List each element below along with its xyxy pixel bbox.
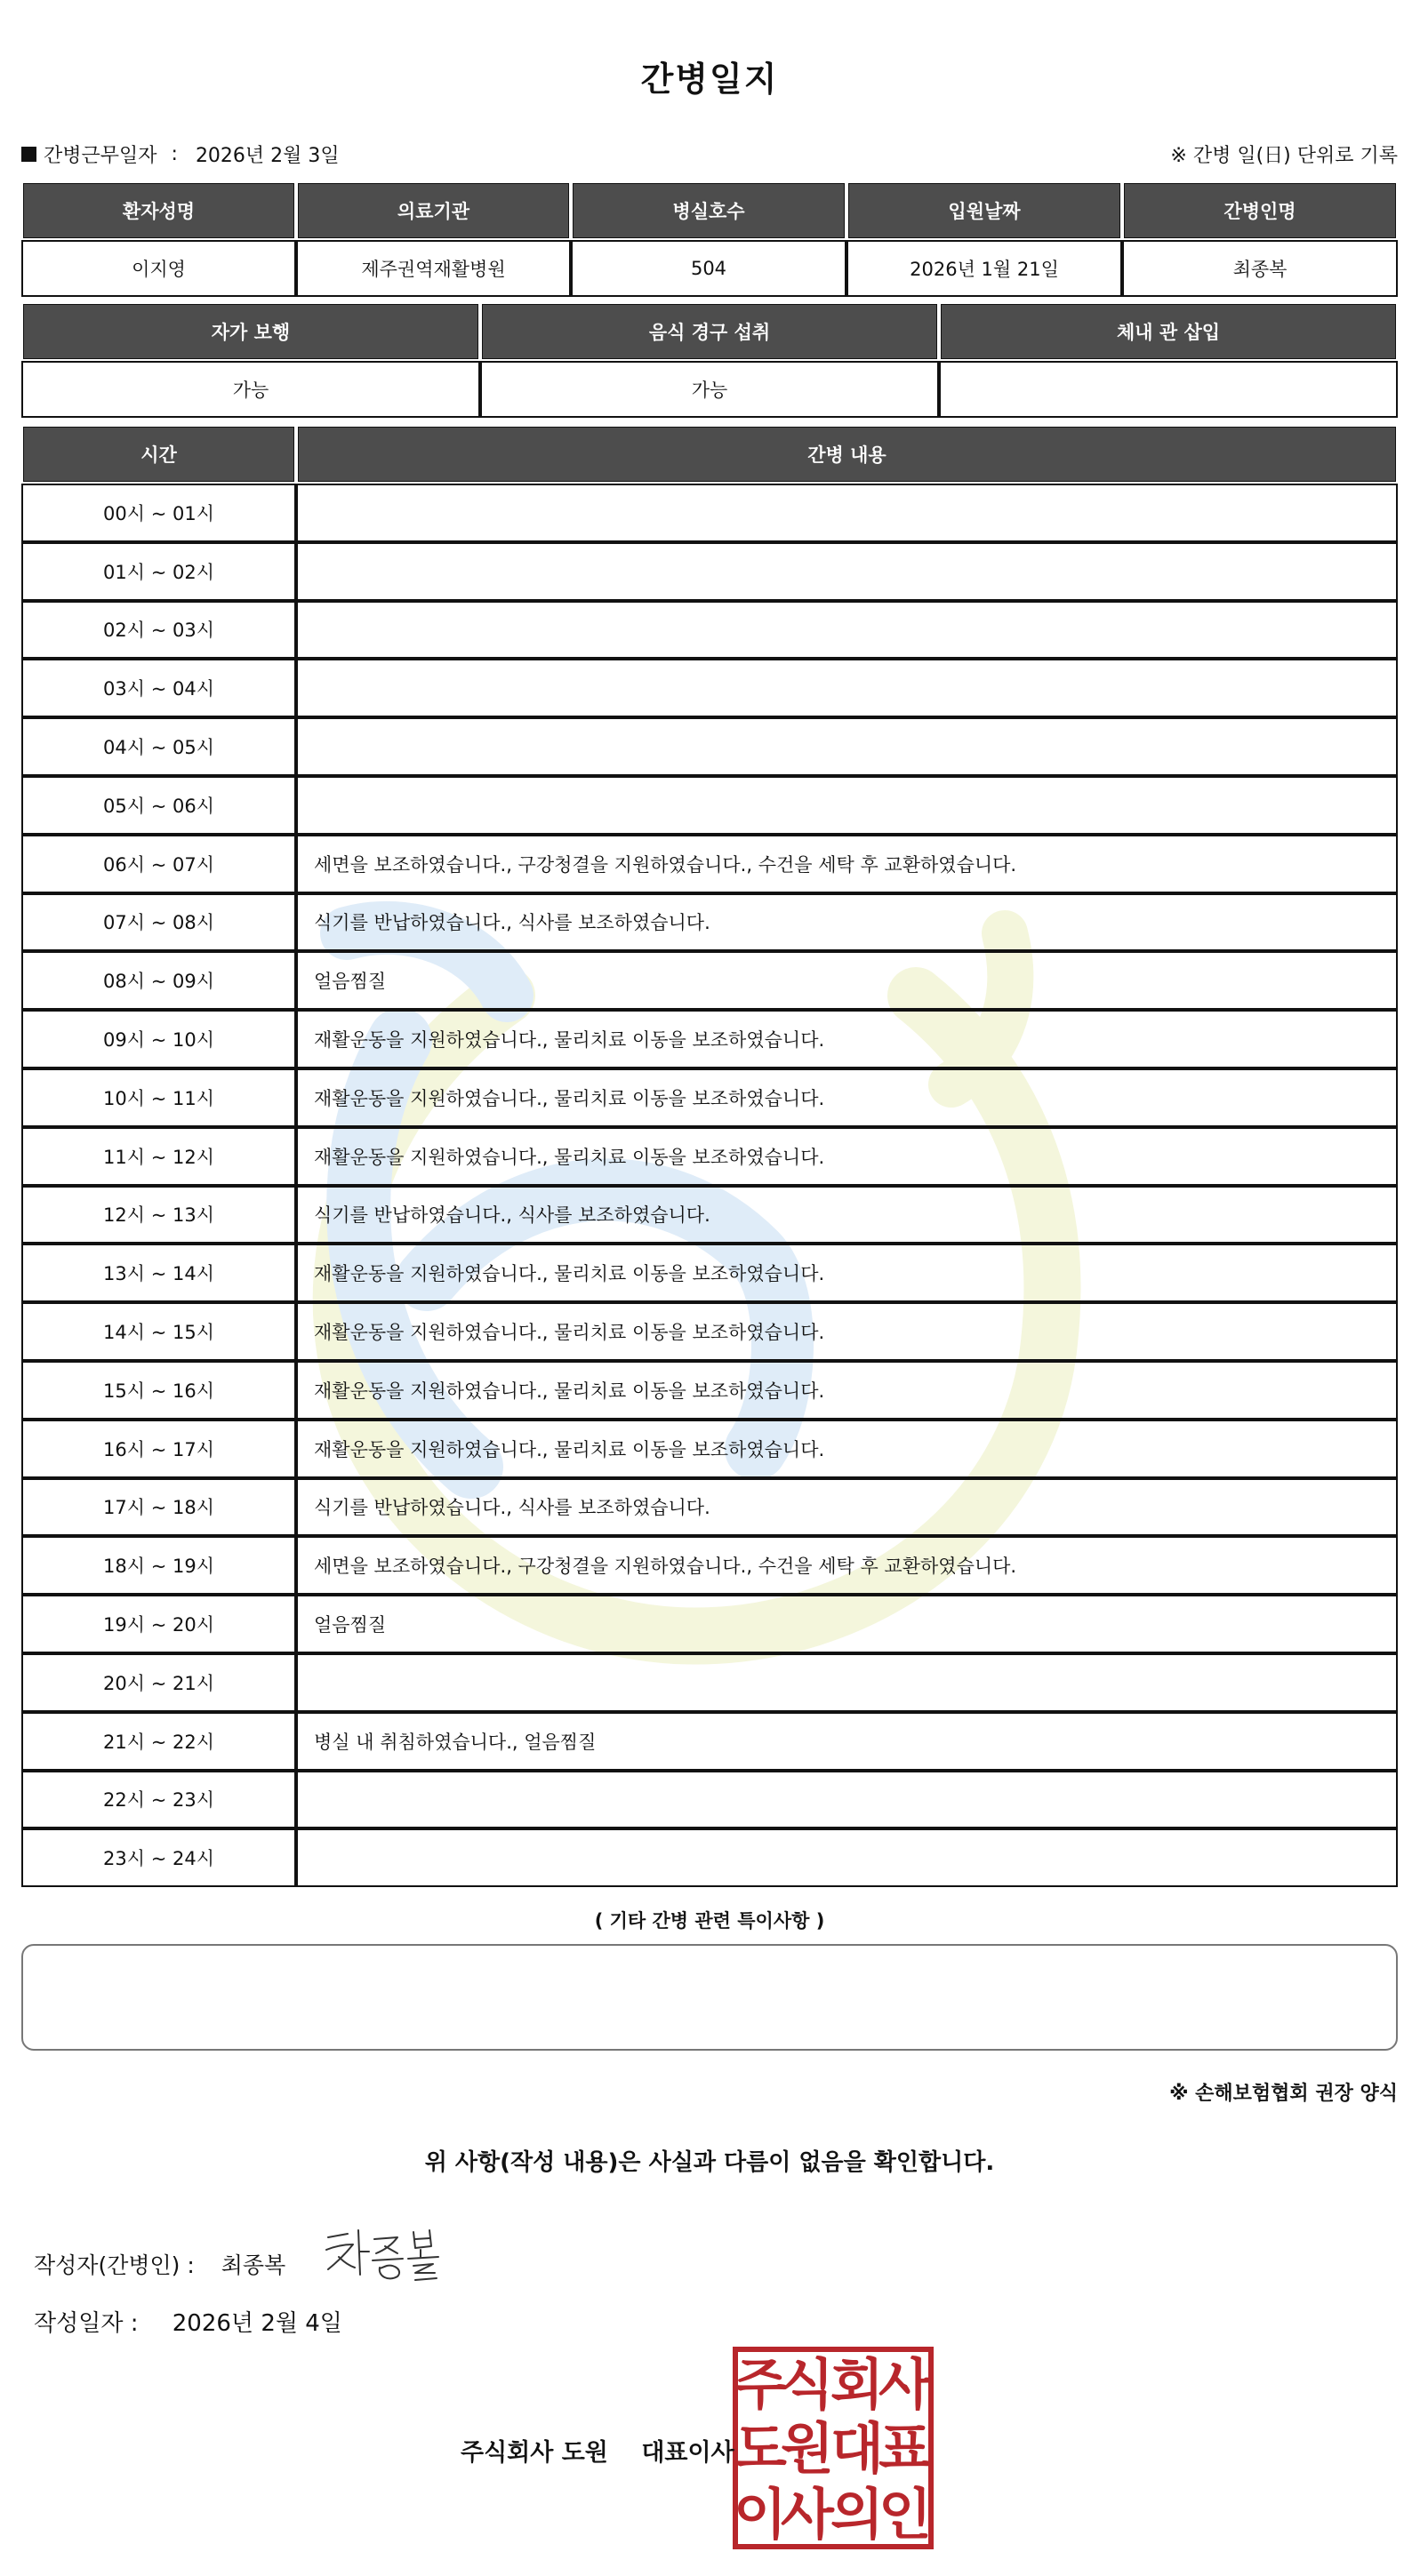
log-content-cell: 식기를 반납하였습니다., 식사를 보조하였습니다. — [296, 893, 1398, 952]
log-row — [21, 601, 1398, 660]
status-value-row — [21, 361, 1398, 418]
status-header-row — [21, 302, 1398, 361]
header-oral-intake: 음식 경구 섭취 — [480, 302, 939, 361]
tube-insertion-value — [939, 361, 1398, 418]
log-row — [21, 1361, 1398, 1420]
company-line — [461, 2433, 734, 2468]
log-content-cell: 재활운동을 지원하였습니다., 물리치료 이동을 보조하였습니다. — [296, 1010, 1398, 1068]
handwritten-signature — [321, 2223, 454, 2292]
header-caregiver-name: 간병인명 — [1122, 181, 1398, 240]
company-seal-stamp — [733, 2347, 934, 2549]
log-content-cell: 세면을 보조하였습니다., 구강청결을 지원하였습니다., 수건을 세탁 후 교환하였습니다. — [296, 1536, 1398, 1595]
log-content-cell: 재활운동을 지원하였습니다., 물리치료 이동을 보조하였습니다. — [296, 1420, 1398, 1478]
log-content-cell — [296, 717, 1398, 776]
log-content-cell: 병실 내 취침하였습니다., 얼음찜질 — [296, 1712, 1398, 1771]
seal-char: 의 — [830, 2482, 884, 2547]
hospital: 제주권역재활병원 — [296, 240, 571, 297]
log-time-cell: 02시 ~ 03시 — [21, 601, 296, 660]
seal-char: 식 — [781, 2352, 834, 2417]
log-row — [21, 893, 1398, 952]
log-row — [21, 659, 1398, 717]
page-title: 간병일지 — [640, 60, 779, 99]
log-row — [21, 1127, 1398, 1186]
log-time-cell: 20시 ~ 21시 — [21, 1653, 296, 1712]
header-patient-name: 환자성명 — [21, 181, 296, 240]
seal-char: 사 — [781, 2482, 834, 2547]
log-content-cell: 재활운동을 지원하였습니다., 물리치료 이동을 보조하였습니다. — [296, 1302, 1398, 1361]
log-row — [21, 484, 1398, 542]
log-time-cell: 06시 ~ 07시 — [21, 835, 296, 893]
log-content-cell: 식기를 반납하였습니다., 식사를 보조하였습니다. — [296, 1478, 1398, 1537]
log-row — [21, 1828, 1398, 1887]
header-care-content: 간병 내용 — [296, 425, 1398, 484]
log-time-cell: 03시 ~ 04시 — [21, 659, 296, 717]
log-content-cell — [296, 659, 1398, 717]
log-content-cell — [296, 776, 1398, 835]
header-self-walking: 자가 보행 — [21, 302, 480, 361]
log-row — [21, 1068, 1398, 1127]
log-time-cell: 15시 ~ 16시 — [21, 1361, 296, 1420]
oral-intake-value: 가능 — [480, 361, 939, 418]
special-notes-label: ( 기타 간병 관련 특이사항 ) — [594, 1910, 825, 1932]
work-date-value: 2026년 2월 3일 — [195, 145, 340, 167]
log-time-cell: 11시 ~ 12시 — [21, 1127, 296, 1186]
log-content-cell: 재활운동을 지원하였습니다., 물리치료 이동을 보조하였습니다. — [296, 1068, 1398, 1127]
special-notes-box — [21, 1944, 1398, 2051]
log-time-cell: 22시 ~ 23시 — [21, 1771, 296, 1829]
work-date — [21, 140, 340, 168]
log-row — [21, 1244, 1398, 1302]
log-content-cell: 재활운동을 지원하였습니다., 물리치료 이동을 보조하였습니다. — [296, 1361, 1398, 1420]
header-room-number: 병실호수 — [571, 181, 846, 240]
written-date-label: 작성일자 : — [34, 2310, 139, 2337]
seal-char: 주 — [734, 2352, 787, 2417]
log-time-cell: 16시 ~ 17시 — [21, 1420, 296, 1478]
log-content-cell — [296, 542, 1398, 601]
log-row — [21, 1653, 1398, 1712]
log-time-cell: 08시 ~ 09시 — [21, 951, 296, 1010]
header-time: 시간 — [21, 425, 296, 484]
log-time-cell: 12시 ~ 13시 — [21, 1186, 296, 1244]
log-row — [21, 1186, 1398, 1244]
log-content-cell — [296, 1653, 1398, 1712]
log-row — [21, 1536, 1398, 1595]
seal-char: 이 — [734, 2482, 787, 2547]
seal-char: 도 — [734, 2416, 787, 2481]
log-row — [21, 1771, 1398, 1829]
log-content-cell — [296, 1828, 1398, 1887]
confirmation-statement: 위 사항(작성 내용)은 사실과 다름이 없음을 확인합니다. — [424, 2149, 995, 2176]
log-time-cell: 07시 ~ 08시 — [21, 893, 296, 952]
log-time-cell: 23시 ~ 24시 — [21, 1828, 296, 1887]
log-time-cell: 09시 ~ 10시 — [21, 1010, 296, 1068]
log-time-cell: 17시 ~ 18시 — [21, 1478, 296, 1537]
writer-label: 작성자(간병인) : — [34, 2252, 195, 2278]
log-time-cell: 05시 ~ 06시 — [21, 776, 296, 835]
seal-char: 회 — [830, 2352, 884, 2417]
log-time-cell: 10시 ~ 11시 — [21, 1068, 296, 1127]
log-time-cell: 13시 ~ 14시 — [21, 1244, 296, 1302]
log-row — [21, 1302, 1398, 1361]
log-rows — [21, 484, 1398, 1887]
log-time-cell: 01시 ~ 02시 — [21, 542, 296, 601]
log-row — [21, 717, 1398, 776]
patient-info-table — [21, 181, 1398, 297]
log-header-row — [21, 425, 1398, 484]
log-row — [21, 1595, 1398, 1653]
log-time-cell: 00시 ~ 01시 — [21, 484, 296, 542]
seal-char: 원 — [781, 2416, 834, 2481]
log-content-cell: 식기를 반납하였습니다., 식사를 보조하였습니다. — [296, 1186, 1398, 1244]
log-time-cell: 18시 ~ 19시 — [21, 1536, 296, 1595]
seal-char: 대 — [830, 2416, 884, 2481]
meta-row — [21, 140, 1398, 167]
log-row — [21, 1010, 1398, 1068]
log-row — [21, 1478, 1398, 1537]
log-row — [21, 1420, 1398, 1478]
admission-date: 2026년 1월 21일 — [846, 240, 1122, 297]
seal-char: 인 — [878, 2482, 932, 2547]
work-date-label: 간병근무일자 — [44, 145, 157, 167]
log-content-cell: 재활운동을 지원하였습니다., 물리치료 이동을 보조하였습니다. — [296, 1244, 1398, 1302]
writer-name: 최종복 — [221, 2252, 286, 2278]
work-date-separator: : — [171, 143, 178, 165]
written-date-value: 2026년 2월 4일 — [172, 2310, 342, 2337]
square-bullet-icon — [21, 147, 36, 162]
log-row — [21, 1712, 1398, 1771]
log-content-cell — [296, 1771, 1398, 1829]
header-tube-insertion: 체내 관 삽입 — [939, 302, 1398, 361]
standard-form-note: ※ 손해보험협회 권장 양식 — [1169, 2083, 1398, 2105]
log-row — [21, 776, 1398, 835]
log-content-cell — [296, 484, 1398, 542]
room-number: 504 — [571, 240, 846, 297]
log-time-cell: 04시 ~ 05시 — [21, 717, 296, 776]
company-ceo-title: 대표이사 — [641, 2439, 734, 2467]
log-content-cell: 얼음찜질 — [296, 1595, 1398, 1653]
log-content-cell — [296, 601, 1398, 660]
log-content-cell: 재활운동을 지원하였습니다., 물리치료 이동을 보조하였습니다. — [296, 1127, 1398, 1186]
patient-info-header-row — [21, 181, 1398, 240]
log-content-cell: 세면을 보조하였습니다., 구강청결을 지원하였습니다., 수건을 세탁 후 교환하였습니다. — [296, 835, 1398, 893]
log-row — [21, 542, 1398, 601]
header-admission-date: 입원날짜 — [846, 181, 1122, 240]
log-row — [21, 835, 1398, 893]
seal-char: 표 — [878, 2416, 932, 2481]
caregiver-name: 최종복 — [1122, 240, 1398, 297]
patient-info-value-row — [21, 240, 1398, 297]
log-content-cell: 얼음찜질 — [296, 951, 1398, 1010]
patient-status-table — [21, 302, 1398, 418]
log-time-cell: 14시 ~ 15시 — [21, 1302, 296, 1361]
header-hospital: 의료기관 — [296, 181, 571, 240]
log-time-cell: 19시 ~ 20시 — [21, 1595, 296, 1653]
self-walking-value: 가능 — [21, 361, 480, 418]
written-date-line — [34, 2305, 342, 2338]
log-time-cell: 21시 ~ 22시 — [21, 1712, 296, 1771]
company-name: 주식회사 도원 — [461, 2439, 608, 2467]
log-row — [21, 951, 1398, 1010]
daily-record-note: ※ 간병 일(日) 단위로 기록 — [1170, 145, 1398, 167]
patient-name: 이지영 — [21, 240, 296, 297]
hourly-care-log-table — [21, 425, 1398, 1887]
seal-char: 사 — [878, 2352, 932, 2417]
writer-line — [34, 2236, 454, 2292]
